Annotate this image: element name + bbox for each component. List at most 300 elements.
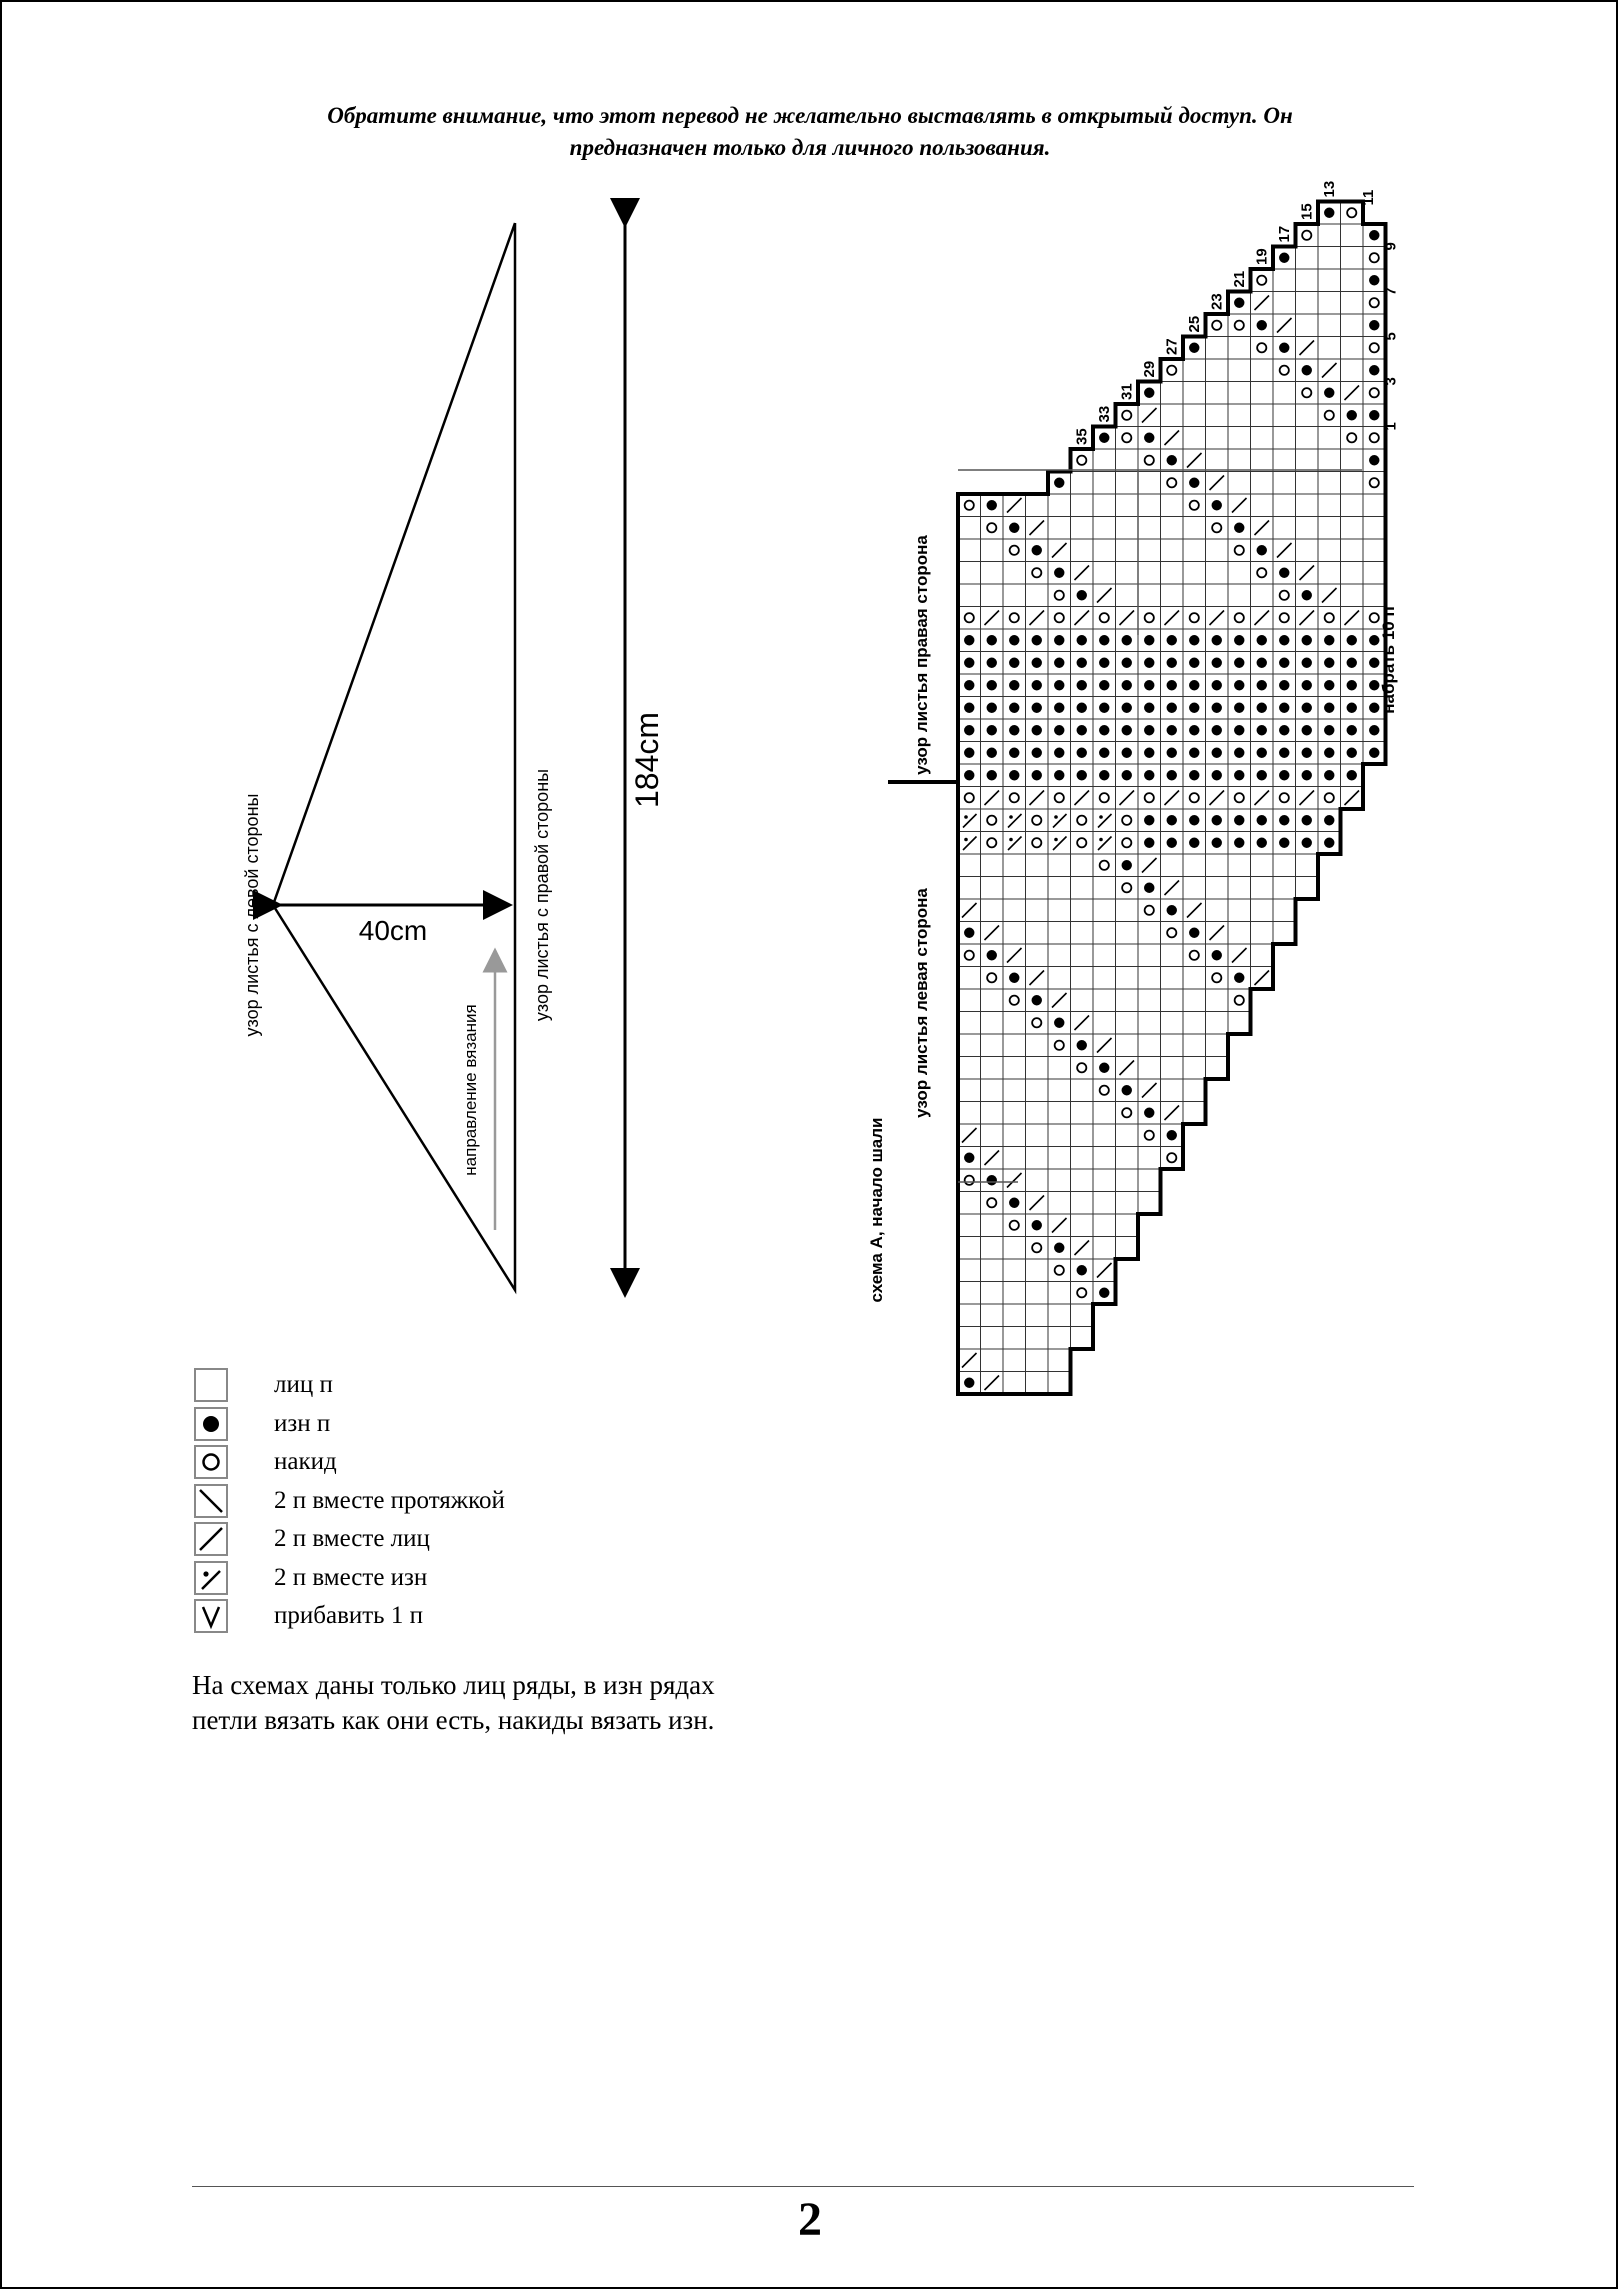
- chart-cell: [1138, 539, 1161, 562]
- chart-cell: [1138, 584, 1161, 607]
- row-number: 5: [1382, 332, 1400, 341]
- chart-cell: [1026, 1259, 1049, 1282]
- chart-cell: [1206, 584, 1229, 607]
- purl-dot: [1099, 433, 1109, 443]
- purl-dot: [1234, 725, 1244, 735]
- chart-cell: [1026, 922, 1049, 945]
- chart-cell: [981, 539, 1004, 562]
- chart-cell: [1116, 832, 1139, 855]
- chart-cell: [1003, 1147, 1026, 1170]
- chart-cell: [1003, 1079, 1026, 1102]
- chart-cell: [1138, 1169, 1161, 1192]
- chart-cell: [1093, 1012, 1116, 1035]
- p2tog-dot: [964, 838, 968, 842]
- purl-dot: [1167, 770, 1177, 780]
- chart-cell: [1116, 922, 1139, 945]
- purl-dot: [1279, 658, 1289, 668]
- purl-dot: [1144, 838, 1154, 848]
- purl-dot: [1369, 410, 1379, 420]
- chart-cell: [1026, 1102, 1049, 1125]
- chart-cell: [958, 1259, 981, 1282]
- chart-cell: [1071, 944, 1094, 967]
- chart-cell: [1206, 899, 1229, 922]
- purl-dot: [1032, 748, 1042, 758]
- purl-dot: [964, 1378, 974, 1388]
- chart-cell: [1296, 449, 1319, 472]
- legend-item: [192, 1520, 505, 1559]
- purl-dot: [1009, 523, 1019, 533]
- row-number: 17: [1276, 225, 1293, 243]
- chart-cell: [1228, 787, 1251, 810]
- chart-cell: [958, 1079, 981, 1102]
- left-side-chart-label: узор листья левая сторона: [912, 888, 931, 1118]
- chart-cell: [1026, 1169, 1049, 1192]
- chart-cell: [1273, 427, 1296, 450]
- chart-cell: [981, 1012, 1004, 1035]
- chart-cell: [1251, 449, 1274, 472]
- chart-cell: [1296, 427, 1319, 450]
- row-number: 7: [1382, 287, 1400, 296]
- purl-dot: [1234, 658, 1244, 668]
- chart-cell: [1251, 922, 1274, 945]
- purl-dot: [1234, 748, 1244, 758]
- increase-v-icon: [192, 1597, 230, 1635]
- chart-cell: [1026, 1034, 1049, 1057]
- chart-cell: [1116, 1169, 1139, 1192]
- chart-cell: [1273, 899, 1296, 922]
- purl-dot: [964, 770, 974, 780]
- purl-dot: [1302, 365, 1312, 375]
- purl-dot: [1324, 635, 1334, 645]
- p2tog-dot: [1009, 815, 1013, 819]
- purl-dot: [1279, 838, 1289, 848]
- chart-cell: [1026, 1282, 1049, 1305]
- chart-cell: [1228, 359, 1251, 382]
- purl-dot: [1302, 703, 1312, 713]
- chart-cell: [1071, 449, 1094, 472]
- purl-dot: [1257, 635, 1267, 645]
- legend-label: 2 п вместе лиц: [274, 1525, 430, 1553]
- chart-cell: [1161, 967, 1184, 990]
- chart-cell: [1071, 899, 1094, 922]
- chart-cell: [1206, 314, 1229, 337]
- legend-label: изн п: [274, 1409, 331, 1437]
- chart-cell: [981, 1124, 1004, 1147]
- chart-cell: [1048, 787, 1071, 810]
- chart-cell: [1138, 562, 1161, 585]
- purl-dot: [1324, 725, 1334, 735]
- purl-dot: [1122, 770, 1132, 780]
- purl-dot: [1302, 658, 1312, 668]
- chart-cell: [1003, 922, 1026, 945]
- chart-cell: [1026, 562, 1049, 585]
- chart-cell: [1026, 1327, 1049, 1350]
- chart-cell: [1003, 899, 1026, 922]
- chart-cell: [1138, 1012, 1161, 1035]
- purl-dot: [1054, 770, 1064, 780]
- chart-cell: [1026, 1124, 1049, 1147]
- purl-dot: [1369, 748, 1379, 758]
- purl-dot: [1369, 658, 1379, 668]
- chart-cell: [1341, 472, 1364, 495]
- chart-cell: [1071, 1214, 1094, 1237]
- chart-cell: [1318, 472, 1341, 495]
- purl-dot: [1324, 658, 1334, 668]
- purl-dot: [1234, 973, 1244, 983]
- chart-cell: [958, 967, 981, 990]
- purl-dot: [1369, 455, 1379, 465]
- chart-cell: [1071, 832, 1094, 855]
- chart-cell: [1003, 607, 1026, 630]
- chart-cell: [1116, 1214, 1139, 1237]
- chart-cell: [1228, 584, 1251, 607]
- chart-cell: [1026, 1057, 1049, 1080]
- chart-cell: [1296, 854, 1319, 877]
- purl-dot: [1212, 950, 1222, 960]
- chart-cell: [1138, 607, 1161, 630]
- chart-cell: [1318, 404, 1341, 427]
- chart-cell: [958, 877, 981, 900]
- chart-cell: [1026, 832, 1049, 855]
- chart-cell: [1093, 607, 1116, 630]
- purl-dot: [1279, 748, 1289, 758]
- purl-dot: [1279, 343, 1289, 353]
- purl-dot: [1257, 658, 1267, 668]
- chart-cell: [1341, 494, 1364, 517]
- purl-dot: [1212, 635, 1222, 645]
- row-number: 31: [1118, 383, 1136, 400]
- purl-dot: [987, 1175, 997, 1185]
- chart-cell: [1161, 359, 1184, 382]
- chart-cell: [1071, 1282, 1094, 1305]
- chart-cell: [1093, 1102, 1116, 1125]
- chart-cell: [1206, 562, 1229, 585]
- legend-label: 2 п вместе протяжкой: [274, 1486, 505, 1514]
- chart-cell: [1341, 584, 1364, 607]
- chart-cell: [1228, 922, 1251, 945]
- chart-cell: [1161, 944, 1184, 967]
- purl-dot: [1144, 635, 1154, 645]
- purl-dot: [1009, 770, 1019, 780]
- chart-cell: [1003, 1237, 1026, 1260]
- row-number: 25: [1186, 315, 1203, 333]
- chart-cell: [1071, 1304, 1094, 1327]
- chart-cell: [1273, 472, 1296, 495]
- chart-cell: [1363, 584, 1386, 607]
- purl-dot: [1167, 658, 1177, 668]
- purl-dot: [1189, 838, 1199, 848]
- chart-cell: [1116, 944, 1139, 967]
- purl-dot: [1347, 748, 1357, 758]
- chart-cell: [1273, 292, 1296, 315]
- chart-cell: [1183, 877, 1206, 900]
- chart-cell: [1138, 989, 1161, 1012]
- p2tog-dotslash-icon: [192, 1559, 230, 1597]
- purl-dot: [1257, 725, 1267, 735]
- chart-cell: [1003, 1259, 1026, 1282]
- chart-cell: [1138, 1057, 1161, 1080]
- chart-cell: [1071, 1079, 1094, 1102]
- chart-cell: [1363, 472, 1386, 495]
- purl-dot: [1212, 748, 1222, 758]
- chart-cell: [1341, 517, 1364, 540]
- chart-cell: [981, 562, 1004, 585]
- purl-dot: [1099, 1288, 1109, 1298]
- chart-cell: [1093, 922, 1116, 945]
- chart-cell: [1183, 1057, 1206, 1080]
- chart-cell: [1003, 989, 1026, 1012]
- purl-dot: [1122, 1085, 1132, 1095]
- chart-cell: [1183, 427, 1206, 450]
- purl-dot: [1032, 680, 1042, 690]
- chart-cell: [1071, 877, 1094, 900]
- chart-cell: [1003, 1057, 1026, 1080]
- chart-cell: [1183, 359, 1206, 382]
- purl-dot-icon: [192, 1405, 230, 1443]
- purl-dot: [1212, 500, 1222, 510]
- chart-cell: [981, 989, 1004, 1012]
- chart-cell: [1161, 539, 1184, 562]
- chart-cell: [1228, 562, 1251, 585]
- chart-cell: [1363, 517, 1386, 540]
- purl-dot: [1212, 770, 1222, 780]
- chart-cell: [1071, 922, 1094, 945]
- chart-cell: [1161, 1012, 1184, 1035]
- chart-cell: [1093, 877, 1116, 900]
- purl-dot: [1369, 725, 1379, 735]
- row-number: 15: [1298, 203, 1316, 220]
- purl-dot: [1302, 680, 1312, 690]
- chart-cell: [1341, 562, 1364, 585]
- purl-dot: [1077, 770, 1087, 780]
- purl-dot: [1099, 703, 1109, 713]
- purl-dot: [1144, 703, 1154, 713]
- purl-dot: [1189, 770, 1199, 780]
- chart-cell: [1093, 1147, 1116, 1170]
- chart-cell: [1296, 314, 1319, 337]
- chart-cell: [1273, 854, 1296, 877]
- chart-cell: [958, 494, 981, 517]
- chart-cell: [1093, 1214, 1116, 1237]
- purl-dot: [1167, 635, 1177, 645]
- cast-on-label: набрать 10 п: [1379, 606, 1398, 714]
- chart-cell: [981, 1102, 1004, 1125]
- purl-dot: [1099, 635, 1109, 645]
- k2tog-slash-icon: [192, 1520, 230, 1558]
- chart-cell: [1071, 1102, 1094, 1125]
- chart-cell: [1228, 1012, 1251, 1035]
- chart-cell: [1318, 607, 1341, 630]
- chart-cell: [981, 1327, 1004, 1350]
- purl-dot: [1009, 748, 1019, 758]
- purl-dot: [964, 635, 974, 645]
- chart-cell: [1318, 562, 1341, 585]
- chart-cell: [1138, 1147, 1161, 1170]
- purl-dot: [1212, 658, 1222, 668]
- chart-cell: [1093, 517, 1116, 540]
- chart-cell: [1048, 1057, 1071, 1080]
- purl-dot: [1144, 388, 1154, 398]
- purl-dot: [987, 658, 997, 668]
- purl-dot: [1189, 658, 1199, 668]
- chart-cell: [1093, 854, 1116, 877]
- chart-cell: [1183, 539, 1206, 562]
- chart-cell: [1048, 922, 1071, 945]
- chart-cell: [1251, 877, 1274, 900]
- chart-cell: [1161, 517, 1184, 540]
- chart-cell: [1318, 247, 1341, 270]
- legend-label: накид: [274, 1448, 337, 1476]
- legend-item: [192, 1366, 505, 1405]
- purl-dot: [1167, 905, 1177, 915]
- chart-cell: [1206, 1057, 1229, 1080]
- chart-cell: [1048, 607, 1071, 630]
- chart-cell: [1318, 517, 1341, 540]
- legend-label: 2 п вместе изн: [274, 1563, 428, 1591]
- chart-cell: [1296, 292, 1319, 315]
- purl-dot: [1279, 568, 1289, 578]
- chart-cell: [1161, 922, 1184, 945]
- yarn-over-circle-icon: [192, 1443, 230, 1481]
- chart-cell: [958, 1237, 981, 1260]
- chart-cell: [1161, 854, 1184, 877]
- chart-cell: [1296, 224, 1319, 247]
- chart-cell: [1228, 899, 1251, 922]
- legend-item: [192, 1405, 505, 1444]
- purl-dot: [1324, 770, 1334, 780]
- purl-dot: [987, 635, 997, 645]
- chart-cell: [1296, 517, 1319, 540]
- row-number: 21: [1231, 270, 1248, 288]
- purl-dot: [1324, 208, 1334, 218]
- chart-cell: [1251, 337, 1274, 360]
- chart-cell: [1206, 854, 1229, 877]
- chart-cell: [1138, 1034, 1161, 1057]
- purl-dot: [1099, 725, 1109, 735]
- purl-dot: [1099, 1063, 1109, 1073]
- purl-dot: [987, 770, 997, 780]
- purl-dot: [1077, 635, 1087, 645]
- chart-cell: [1228, 607, 1251, 630]
- purl-dot: [1302, 725, 1312, 735]
- row-number: 27: [1163, 338, 1181, 355]
- chart-cell: [1273, 359, 1296, 382]
- chart-cell: [1206, 967, 1229, 990]
- chart-cell: [1003, 1034, 1026, 1057]
- purl-dot: [1077, 703, 1087, 713]
- chart-cell: [1093, 494, 1116, 517]
- purl-dot: [1032, 658, 1042, 668]
- purl-dot: [1234, 680, 1244, 690]
- chart-cell: [1183, 944, 1206, 967]
- chart-cell: [981, 1349, 1004, 1372]
- purl-dot: [1144, 1108, 1154, 1118]
- legend-item: [192, 1597, 505, 1636]
- purl-dot: [1212, 703, 1222, 713]
- chart-cell: [1048, 584, 1071, 607]
- chart-cell: [1251, 404, 1274, 427]
- purl-dot: [1189, 680, 1199, 690]
- purl-dot: [1144, 725, 1154, 735]
- chart-cell: [1341, 359, 1364, 382]
- chart-cell: [981, 1237, 1004, 1260]
- chart-cell: [1206, 449, 1229, 472]
- chart-cell: [958, 1102, 981, 1125]
- row-number: 9: [1382, 242, 1400, 251]
- chart-cell: [1251, 269, 1274, 292]
- chart-cell: [1003, 1102, 1026, 1125]
- row-number: 33: [1096, 405, 1113, 423]
- chart-cell: [1071, 472, 1094, 495]
- chart-cell: [1093, 1237, 1116, 1260]
- chart-cell: [1341, 269, 1364, 292]
- chart-cell: [1341, 427, 1364, 450]
- chart-cell: [1228, 989, 1251, 1012]
- purl-dot: [1032, 770, 1042, 780]
- chart-cell: [958, 1304, 981, 1327]
- purl-dot: [1369, 680, 1379, 690]
- purl-dot: [1257, 703, 1267, 713]
- chart-cell: [1161, 989, 1184, 1012]
- chart-cell: [981, 517, 1004, 540]
- chart-cell: [1318, 224, 1341, 247]
- notice-line-1: Обратите внимание, что этот перевод не желательно выставлять в открытый доступ. Он: [327, 103, 1293, 128]
- chart-cell: [981, 1079, 1004, 1102]
- chart-cell: [1116, 427, 1139, 450]
- chart-cell: [1206, 517, 1229, 540]
- purl-dot: [1369, 635, 1379, 645]
- chart-cell: [1206, 359, 1229, 382]
- chart-cell: [958, 517, 981, 540]
- chart-cell: [1003, 584, 1026, 607]
- chart-cell: [1138, 494, 1161, 517]
- chart-cell: [1071, 1169, 1094, 1192]
- chart-cell: [1206, 1012, 1229, 1035]
- chart-cell: [1183, 1034, 1206, 1057]
- purl-dot: [1257, 815, 1267, 825]
- purl-dot: [1257, 838, 1267, 848]
- chart-cell: [1071, 1124, 1094, 1147]
- purl-dot: [1077, 680, 1087, 690]
- purl-dot: [1122, 748, 1132, 758]
- p2tog-dot: [1054, 815, 1058, 819]
- purl-dot: [1324, 748, 1334, 758]
- purl-dot: [1032, 635, 1042, 645]
- chart-cell: [1341, 292, 1364, 315]
- purl-dot: [1054, 703, 1064, 713]
- row-number: 23: [1208, 293, 1226, 310]
- chart-cell: [1116, 967, 1139, 990]
- chart-cell: [1273, 404, 1296, 427]
- purl-dot: [1054, 658, 1064, 668]
- purl-dot: [1167, 1130, 1177, 1140]
- chart-cell: [1138, 472, 1161, 495]
- chart-cell: [1161, 1147, 1184, 1170]
- purl-dot: [1234, 523, 1244, 533]
- chart-cell: [1296, 539, 1319, 562]
- chart-cell: [1071, 1192, 1094, 1215]
- chart-cell: [1048, 944, 1071, 967]
- purl-dot: [987, 950, 997, 960]
- chart-cell: [958, 607, 981, 630]
- chart-cell: [1003, 1124, 1026, 1147]
- chart-cell: [1296, 877, 1319, 900]
- purl-dot: [1099, 770, 1109, 780]
- chart-cell: [1251, 494, 1274, 517]
- purl-dot: [1369, 703, 1379, 713]
- purl-dot: [987, 748, 997, 758]
- chart-cell: [1048, 1034, 1071, 1057]
